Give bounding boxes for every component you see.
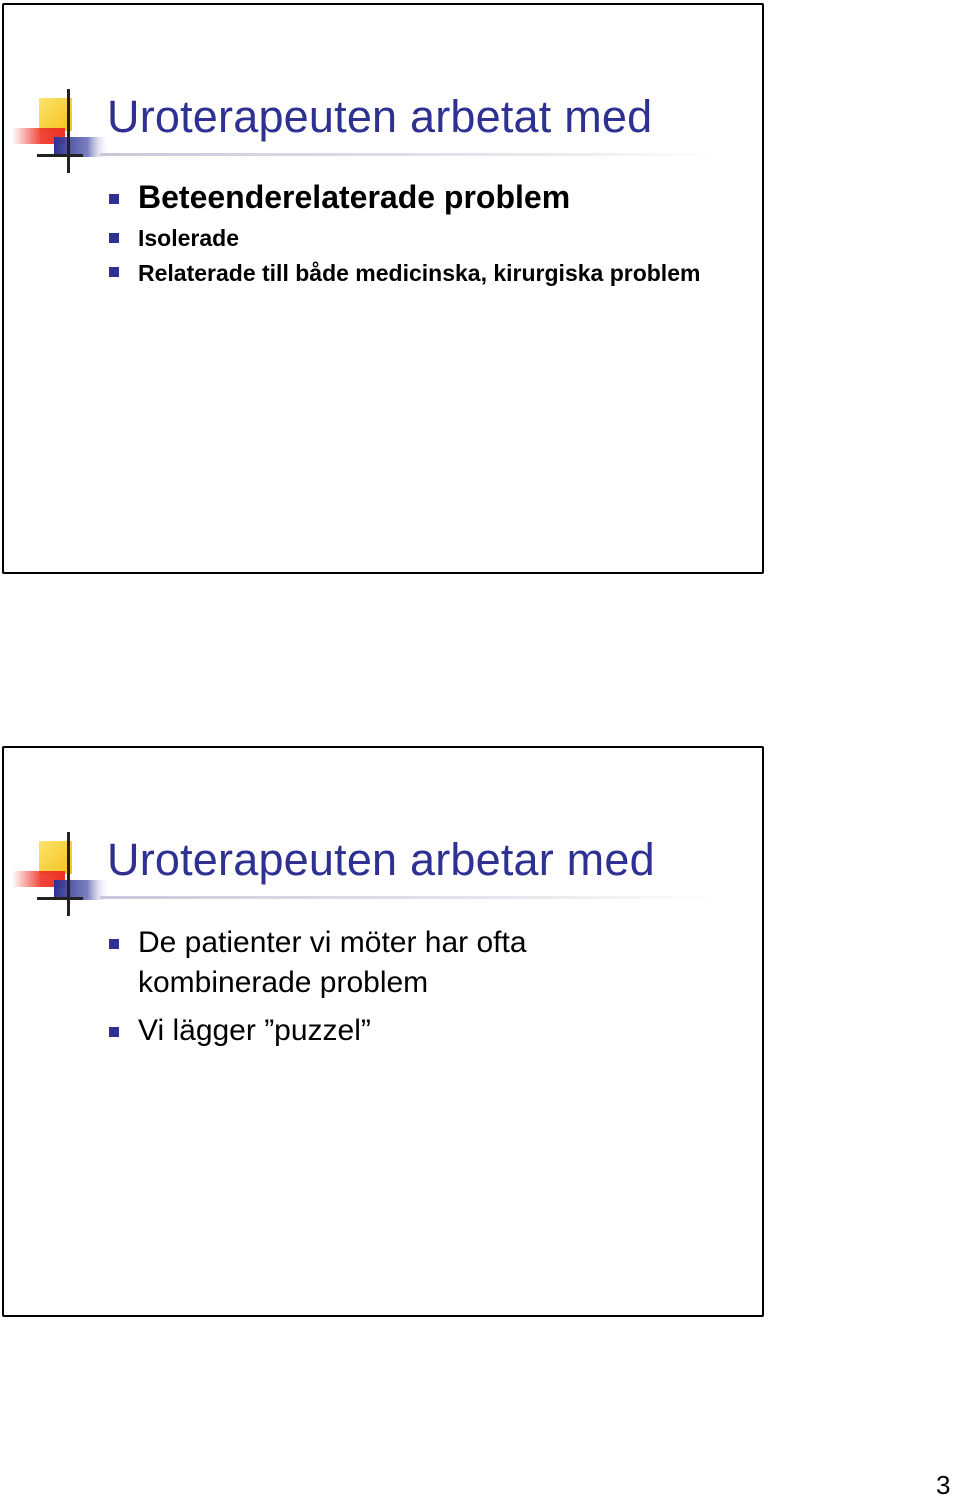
square-bullet-icon: [109, 267, 119, 277]
list-item-text: Beteenderelaterade problem: [138, 179, 571, 215]
page-number: 3: [936, 1470, 951, 1500]
list-item-text: De patienter vi möter har ofta kombinerade problem: [138, 926, 527, 999]
square-bullet-icon: [109, 233, 119, 243]
square-bullet-icon: [109, 939, 119, 949]
square-bullet-icon: [109, 194, 119, 204]
list-item: [109, 223, 698, 254]
bullet-list: [109, 177, 708, 289]
title-divider: [100, 896, 720, 899]
slide-title: Uroterapeuten arbetar med: [107, 834, 655, 885]
bullet-list: [109, 923, 698, 1051]
list-item-text: Vi lägger ”puzzel”: [138, 1014, 371, 1047]
list-item-text: Relaterade till både medicinska, kirurgiska problem: [138, 260, 701, 286]
list-item: [109, 1011, 698, 1051]
title-divider: [100, 153, 720, 156]
list-item: [109, 177, 708, 221]
slide-logo-icon: [12, 85, 112, 179]
list-item: [109, 257, 708, 289]
list-item: [109, 923, 698, 1003]
slide-1: [2, 3, 764, 574]
slide-title: Uroterapeuten arbetat med: [107, 91, 653, 142]
list-item-text: Isolerade: [138, 225, 239, 251]
slide-logo-icon: [12, 828, 112, 922]
square-bullet-icon: [109, 1027, 119, 1037]
slide-2: [2, 746, 764, 1317]
